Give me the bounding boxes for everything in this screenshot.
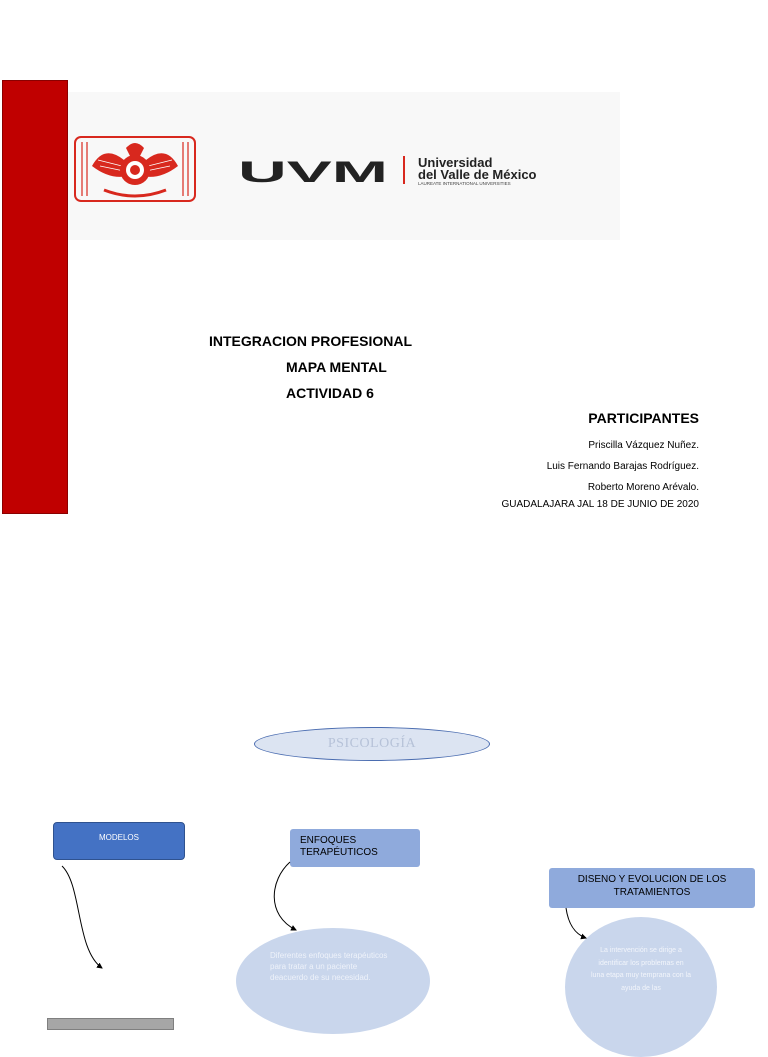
svg-text:UVM: UVM [238,156,388,186]
uvm-logo [236,150,612,186]
diseno-detail-bubble: La intervención se dirige a identificar los problemas en luna etapa muy temprana con la ayuda de las [565,917,717,1057]
mindmap-center-node: PSICOLOGÍA [254,727,490,761]
modelos-node: MODELOS [53,822,185,860]
arrow-modelos [62,866,102,968]
place-date: GUADALAJARA JAL 18 DE JUNIO DE 2020 [501,499,699,510]
document-subtitle: MAPA MENTAL [286,359,387,375]
svg-text:LAUREATE INTERNATIONAL UNIVERS: LAUREATE INTERNATIONAL UNIVERSITIES [418,181,511,186]
enfoques-node: ENFOQUES TERAPÉUTICOS [290,829,420,867]
svg-text:del Valle de México: del Valle de México [418,167,537,182]
modelos-detail-box [47,1018,174,1030]
activity-title: ACTIVIDAD 6 [286,385,374,401]
course-title: INTEGRACION PROFESIONAL [209,333,413,349]
arrow-enfoques [274,862,296,930]
participants-list [399,435,699,498]
university-crest-logo [74,136,196,202]
participants-heading: PARTICIPANTES [588,410,699,426]
arrow-diseno [566,908,586,938]
participant-name: Priscilla Vázquez Nuñez. [588,440,699,451]
participant-name: Roberto Moreno Arévalo. [587,482,699,493]
red-side-bar [2,80,68,514]
diseno-node: DISENO Y EVOLUCION DE LOS TRATAMIENTOS [549,868,755,908]
svg-text:Universidad: Universidad [418,155,493,170]
participant-name: Luis Fernando Barajas Rodríguez. [546,461,699,472]
enfoques-detail-bubble: Diferentes enfoques terapéuticos para tratar a un paciente deacuerdo de su necesidad. [236,928,430,1034]
